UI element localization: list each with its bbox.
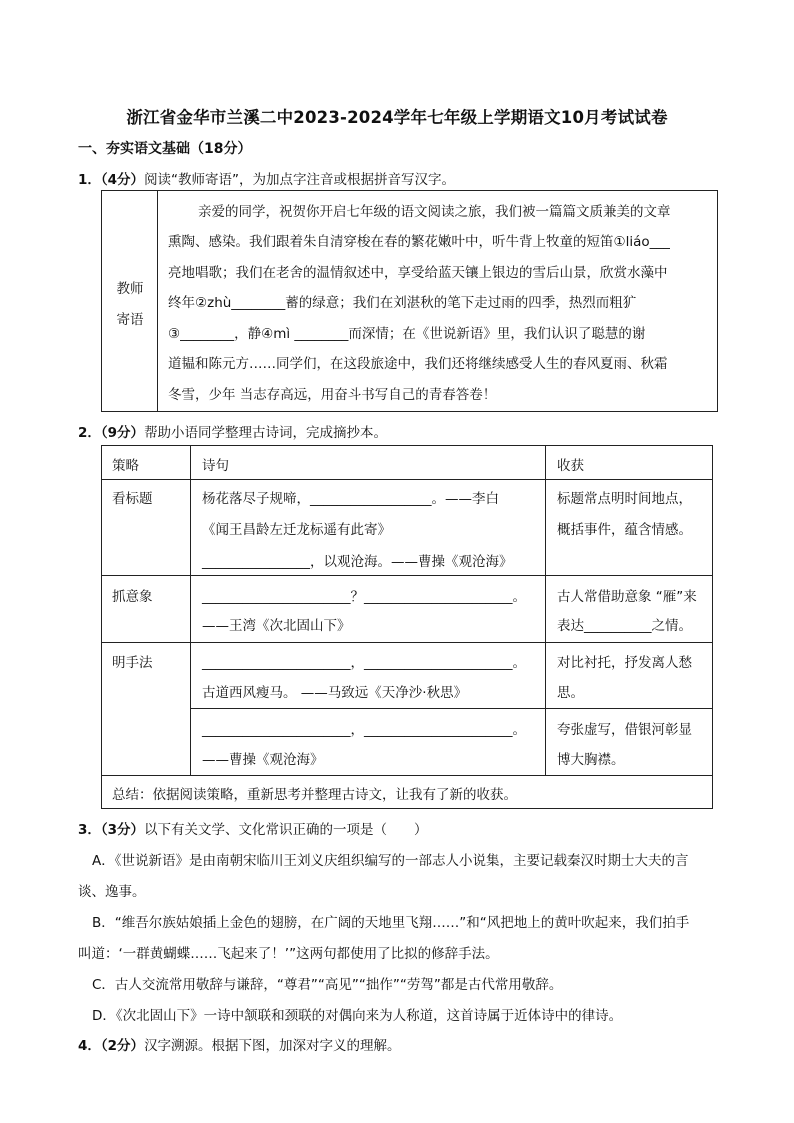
- q4-score: （2分）: [100, 1038, 145, 1054]
- question-2: [78, 421, 387, 441]
- q1-text: 阅读“教师寄语”，为加点字注音或根据拼音写汉字。: [144, 172, 456, 188]
- message-line: ③________，静④mì ________而深情；在《世说新语》里，我们认识了聪慧的谢: [168, 326, 646, 342]
- label-line-1: 教师: [116, 281, 144, 297]
- row1-gain-line: 概括事件，蕴含情感。: [557, 522, 692, 538]
- header-strategy: 策略: [112, 458, 139, 474]
- q3-text: 以下有关文学、文化常识正确的一项是（ ）: [144, 822, 428, 838]
- row3b-gain-line: 博大胸襟。: [557, 752, 625, 768]
- poetry-table: [101, 445, 713, 809]
- header-gain: 收获: [557, 458, 584, 474]
- row3a-gain-line: 思。: [557, 685, 584, 701]
- q2-text: 帮助小语同学整理古诗词，完成摘抄本。: [144, 425, 388, 441]
- option-b-line: 叫道：‘一群黄蝴蝶……飞起来了！’”这两句都使用了比拟的修辞手法。: [78, 946, 499, 962]
- row1-strategy: 看标题: [112, 491, 153, 507]
- row3a-poem-line: 古道西风瘦马。 ——马致远《天净沙·秋思》: [202, 685, 468, 701]
- table-summary: 总结：依据阅读策略，重新思考并整理古诗文，让我有了新的收获。: [112, 787, 517, 803]
- question-1: [78, 168, 455, 188]
- section-heading: 一、夯实语文基础（18分）: [78, 141, 252, 157]
- row3b-poem-line: ______________________，______________________。: [202, 722, 526, 738]
- row1-poem-line: 杨花落尽子规啼，__________________。——李白: [202, 491, 499, 507]
- q1-score: （4分）: [100, 172, 145, 188]
- row3b-poem-line: ——曹操《观沧海》: [202, 752, 324, 768]
- question-4: [78, 1034, 401, 1054]
- message-line: 冬雪，少年 当志存高远，用奋斗书写自己的青春答卷！: [168, 387, 497, 403]
- row2-strategy: 抓意象: [112, 589, 153, 605]
- teacher-message-label: [102, 191, 158, 411]
- row2-gain-line: 古人常借助意象 “雁”来: [557, 589, 697, 605]
- message-line: 亮地唱歌；我们在老舍的温情叙述中，享受给蓝天镶上银边的雪后山景，欣赏水藻中: [168, 265, 668, 281]
- row1-poem-line: ________________，以观沧海。——曹操《观沧海》: [202, 554, 513, 570]
- row1-poem-line: 《闻王昌龄左迁龙标遥有此寄》: [202, 522, 391, 538]
- row1-gain-line: 标题常点明时间地点，: [557, 491, 692, 507]
- message-line: 亲爱的同学，祝贺你开启七年级的语文阅读之旅，我们被一篇篇文质兼美的文章: [198, 204, 671, 220]
- option-d-line: D．《次北固山下》一诗中颔联和颈联的对偶向来为人称道，这首诗属于近体诗中的律诗。: [92, 1008, 623, 1024]
- q2-number: 2．: [78, 425, 101, 441]
- message-line: 熏陶、感染。我们跟着朱自清穿梭在春的繁花嫩叶中，听牛背上牧童的短笛①liáo___: [168, 234, 670, 250]
- message-line: 终年②zhù________蓄的绿意；我们在刘湛秋的笔下走过雨的四季，热烈而粗犷: [168, 295, 637, 311]
- row3-strategy: 明手法: [112, 655, 153, 671]
- option-b-line: B．“维吾尔族姑娘插上金色的翅膀，在广阔的天地里飞翔……”和“风把地上的黄叶吹起来，我们拍手: [92, 915, 690, 931]
- question-3: [78, 818, 428, 838]
- option-c-line: C．古人交流常用敬辞与谦辞，“尊君”“高见”“拙作”“劳驾”都是古代常用敬辞。: [92, 977, 563, 993]
- label-line-2: 寄语: [116, 312, 144, 328]
- row2-poem-line: ——王湾《次北固山下》: [202, 618, 351, 634]
- row3b-gain-line: 夸张虚写，借银河彰显: [557, 722, 692, 738]
- row3a-poem-line: ______________________，______________________。: [202, 655, 526, 671]
- row3a-gain-line: 对比衬托，抒发离人愁: [557, 655, 692, 671]
- q2-score: （9分）: [100, 425, 145, 441]
- q3-score: （3分）: [100, 822, 145, 838]
- option-a-line: 谈、逸事。: [78, 884, 146, 900]
- teacher-message-box: [101, 190, 718, 412]
- page-title: 浙江省金华市兰溪二中2023-2024学年七年级上学期语文10月考试试卷: [126, 108, 668, 127]
- option-a-line: A．《世说新语》是由南朝宋临川王刘义庆组织编写的一部志人小说集，主要记载秦汉时期士大夫的言: [92, 853, 689, 869]
- q4-number: 4．: [78, 1038, 101, 1054]
- q3-number: 3．: [78, 822, 101, 838]
- header-poem: 诗句: [202, 458, 229, 474]
- row2-poem-line: ______________________？______________________。: [202, 589, 526, 605]
- message-line: 道韫和陈元方……同学们，在这段旅途中，我们还将继续感受人生的春风夏雨、秋霜: [168, 356, 668, 372]
- q1-number: 1．: [78, 172, 101, 188]
- q4-text: 汉字溯源。根据下图，加深对字义的理解。: [144, 1038, 401, 1054]
- row2-gain-line: 表达__________之情。: [557, 618, 692, 634]
